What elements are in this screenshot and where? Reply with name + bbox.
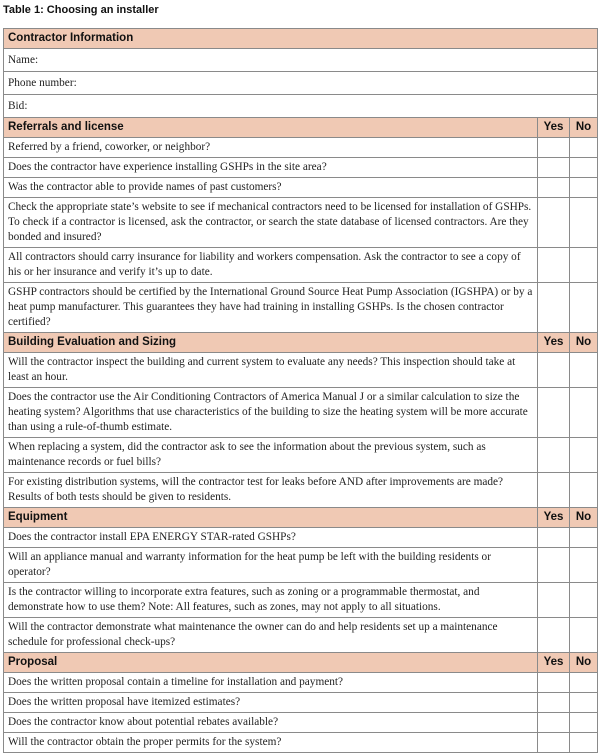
yes-checkbox-cell[interactable] (538, 178, 570, 198)
no-checkbox-cell[interactable] (570, 438, 598, 473)
question-text: Will the contractor obtain the proper permits for the system? (4, 733, 538, 753)
question-text: Does the contractor have experience installing GSHPs in the site area? (4, 158, 538, 178)
section-header-proposal (4, 653, 598, 673)
no-column-header: No (570, 333, 598, 353)
question-text: When replacing a system, did the contractor ask to see the information about the previous system, such as maintenance records or fuel bills? (4, 438, 538, 473)
question-row (4, 283, 598, 333)
yes-column-header: Yes (538, 333, 570, 353)
no-checkbox-cell[interactable] (570, 158, 598, 178)
question-text: Was the contractor able to provide names of past customers? (4, 178, 538, 198)
yes-checkbox-cell[interactable] (538, 618, 570, 653)
section-header-referrals-and-license (4, 118, 598, 138)
no-checkbox-cell[interactable] (570, 693, 598, 713)
yes-checkbox-cell[interactable] (538, 438, 570, 473)
question-text: Does the written proposal have itemized estimates? (4, 693, 538, 713)
contractor-bid-row (4, 95, 598, 118)
yes-checkbox-cell[interactable] (538, 283, 570, 333)
contractor-name-field[interactable]: Name: (4, 49, 598, 72)
question-row (4, 528, 598, 548)
section-header-equipment (4, 508, 598, 528)
no-checkbox-cell[interactable] (570, 713, 598, 733)
no-checkbox-cell[interactable] (570, 138, 598, 158)
yes-checkbox-cell[interactable] (538, 693, 570, 713)
question-row (4, 138, 598, 158)
question-row (4, 353, 598, 388)
question-text: Will an appliance manual and warranty information for the heat pump be left with the building residents or operator? (4, 548, 538, 583)
question-row (4, 618, 598, 653)
question-text: For existing distribution systems, will the contractor test for leaks before AND after improvements are made? Results of both tests should be given to residents. (4, 473, 538, 508)
yes-checkbox-cell[interactable] (538, 198, 570, 248)
no-checkbox-cell[interactable] (570, 548, 598, 583)
question-row (4, 248, 598, 283)
question-text: Will the contractor inspect the building and current system to evaluate any needs? This inspection should take at least an hour. (4, 353, 538, 388)
table-caption: Table 1: Choosing an installer (3, 4, 159, 16)
no-checkbox-cell[interactable] (570, 178, 598, 198)
contractor-bid-field[interactable]: Bid: (4, 95, 598, 118)
question-row (4, 713, 598, 733)
question-text: GSHP contractors should be certified by the International Ground Source Heat Pump Association (IGSHPA) or by a heat pump manufacturer. This guarantees they have had training in installing GSHPs. Is the chosen contractor certified? (4, 283, 538, 333)
no-checkbox-cell[interactable] (570, 388, 598, 438)
section-header-building-evaluation-and-sizing (4, 333, 598, 353)
yes-checkbox-cell[interactable] (538, 353, 570, 388)
yes-checkbox-cell[interactable] (538, 733, 570, 753)
question-text: Check the appropriate state’s website to see if mechanical contractors need to be licensed for installation of GSHPs. To check if a contractor is licensed, ask the contractor, or search the state database of licensed contractors. Are they bonded and insured? (4, 198, 538, 248)
question-row (4, 583, 598, 618)
no-checkbox-cell[interactable] (570, 248, 598, 283)
question-row (4, 548, 598, 583)
question-row (4, 673, 598, 693)
question-text: Does the contractor know about potential rebates available? (4, 713, 538, 733)
no-checkbox-cell[interactable] (570, 673, 598, 693)
question-row (4, 158, 598, 178)
checklist-body (4, 29, 598, 753)
no-column-header: No (570, 118, 598, 138)
section-title: Building Evaluation and Sizing (4, 333, 538, 353)
contractor-phone-field[interactable]: Phone number: (4, 72, 598, 95)
yes-column-header: Yes (538, 118, 570, 138)
question-row (4, 198, 598, 248)
question-text: Referred by a friend, coworker, or neighbor? (4, 138, 538, 158)
section-title: Equipment (4, 508, 538, 528)
yes-checkbox-cell[interactable] (538, 713, 570, 733)
no-checkbox-cell[interactable] (570, 528, 598, 548)
no-checkbox-cell[interactable] (570, 473, 598, 508)
question-row (4, 693, 598, 713)
contractor-info-header: Contractor Information (4, 29, 598, 49)
yes-checkbox-cell[interactable] (538, 473, 570, 508)
yes-checkbox-cell[interactable] (538, 673, 570, 693)
yes-checkbox-cell[interactable] (538, 138, 570, 158)
no-checkbox-cell[interactable] (570, 733, 598, 753)
question-row (4, 438, 598, 473)
question-text: Does the contractor install EPA ENERGY STAR-rated GSHPs? (4, 528, 538, 548)
yes-checkbox-cell[interactable] (538, 158, 570, 178)
no-checkbox-cell[interactable] (570, 353, 598, 388)
contractor-phone-row (4, 72, 598, 95)
yes-checkbox-cell[interactable] (538, 528, 570, 548)
no-checkbox-cell[interactable] (570, 198, 598, 248)
question-text: All contractors should carry insurance for liability and workers compensation. Ask the contractor to see a copy of his or her insurance and verify it’s up to date. (4, 248, 538, 283)
no-checkbox-cell[interactable] (570, 583, 598, 618)
installer-checklist-table (3, 28, 598, 753)
yes-checkbox-cell[interactable] (538, 388, 570, 438)
yes-column-header: Yes (538, 653, 570, 673)
section-title: Referrals and license (4, 118, 538, 138)
yes-column-header: Yes (538, 508, 570, 528)
no-column-header: No (570, 508, 598, 528)
no-checkbox-cell[interactable] (570, 618, 598, 653)
question-text: Does the contractor use the Air Conditioning Contractors of America Manual J or a similar calculation to size the heating system? Algorithms that use characteristics of the building to size the heating system will be more accurate than using a rule-of-thumb estimate. (4, 388, 538, 438)
no-checkbox-cell[interactable] (570, 283, 598, 333)
yes-checkbox-cell[interactable] (538, 548, 570, 583)
question-row (4, 733, 598, 753)
contractor-info-header-row (4, 29, 598, 49)
question-text: Is the contractor willing to incorporate extra features, such as zoning or a programmable thermostat, and demonstrate how to use them? Note: All features, such as zones, may not apply to all situations. (4, 583, 538, 618)
yes-checkbox-cell[interactable] (538, 583, 570, 618)
question-text: Does the written proposal contain a timeline for installation and payment? (4, 673, 538, 693)
question-row (4, 178, 598, 198)
no-column-header: No (570, 653, 598, 673)
question-row (4, 473, 598, 508)
question-text: Will the contractor demonstrate what maintenance the owner can do and help residents set up a maintenance schedule for professional check-ups? (4, 618, 538, 653)
contractor-name-row (4, 49, 598, 72)
question-row (4, 388, 598, 438)
yes-checkbox-cell[interactable] (538, 248, 570, 283)
section-title: Proposal (4, 653, 538, 673)
